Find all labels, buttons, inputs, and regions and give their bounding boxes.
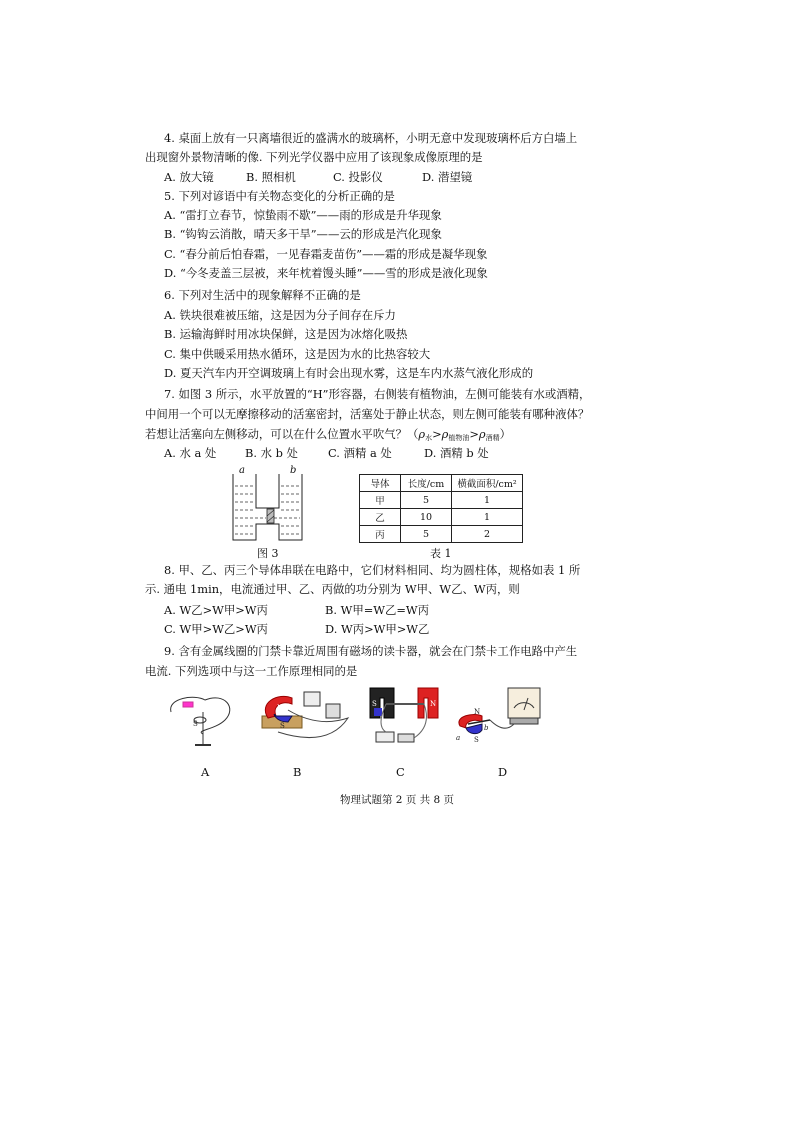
q4-stem-line2: 出现窗外景物清晰的像. 下列光学仪器中应用了该现象成像原理的是 — [145, 150, 483, 164]
q5-stem: 5. 下列对谚语中有关物态变化的分析正确的是 — [164, 189, 395, 203]
q6-stem: 6. 下列对生活中的现象解释不正确的是 — [164, 288, 361, 302]
q9-figure-c — [366, 686, 446, 752]
table-row — [360, 492, 523, 509]
q5-option-a: A. “雷打立春节，惊蛰雨不歇”——雨的形成是升华现象 — [164, 208, 442, 222]
svg-text:b: b — [484, 724, 489, 732]
q4-option-a: A. 放大镜 — [164, 170, 214, 184]
figure-label-b: b — [290, 465, 297, 476]
q7-option-b: B. 水 b 处 — [245, 446, 298, 460]
q8-option-c: C. W甲>W乙>W丙 — [164, 622, 268, 636]
table-cell: 丙 — [360, 526, 401, 543]
q7-stem-line1: 7. 如图 3 所示，水平放置的“H”形容器，右侧装有植物油，左侧可能装有水或酒精， — [164, 387, 591, 401]
table-header: 横截面积/cm² — [452, 475, 523, 492]
svg-text:S: S — [280, 722, 285, 730]
q8-option-b: B. W甲=W乙=W丙 — [325, 603, 429, 617]
q5-option-d: D. “今冬麦盖三层被，来年枕着馒头睡”——雪的形成是液化现象 — [164, 266, 488, 280]
figure-3-caption: 图 3 — [257, 547, 279, 560]
svg-text:N: N — [430, 700, 437, 708]
q9-stem-line1: 9. 含有金属线圈的门禁卡靠近周围有磁场的读卡器，就会在门禁卡工作电路中产生 — [164, 644, 578, 658]
table-cell: 1 — [452, 509, 523, 526]
svg-text:S: S — [372, 700, 377, 708]
table-header: 导体 — [360, 475, 401, 492]
q8-option-d: D. W丙>W甲>W乙 — [325, 622, 430, 636]
q5-option-b: B. “钩钩云消散，晴天多干旱”——云的形成是汽化现象 — [164, 227, 442, 241]
q9-label-a: A — [201, 765, 210, 779]
q6-option-a: A. 铁块很难被压缩，这是因为分子间存在斥力 — [164, 308, 396, 322]
table-cell: 10 — [401, 509, 452, 526]
table-cell: 5 — [401, 492, 452, 509]
q7-stem-line3: 若想让活塞向左侧移动，可以在什么位置水平吹气？（ρ水>ρ植物油>ρ酒精） — [145, 427, 511, 442]
figure-label-a: a — [239, 465, 245, 476]
svg-text:N: N — [277, 704, 284, 712]
q7-option-a: A. 水 a 处 — [164, 446, 217, 460]
q4-option-b: B. 照相机 — [246, 170, 296, 184]
q9-figure-d — [454, 686, 544, 748]
q6-option-b: B. 运输海鲜时用冰块保鲜，这是因为冰熔化吸热 — [164, 327, 408, 341]
svg-text:a: a — [456, 734, 461, 742]
q4-stem-line1: 4. 桌面上放有一只离墙很近的盛满水的玻璃杯，小明无意中发现玻璃杯后方白墙上 — [164, 131, 578, 145]
q8-stem-line1: 8. 甲、乙、丙三个导体串联在电路中，它们材料相同、均为圆柱体，规格如表 1 所 — [164, 563, 581, 577]
svg-text:N: N — [474, 708, 481, 716]
q9-figure-a — [165, 690, 240, 755]
q9-stem-line2: 电流. 下列选项中与这一工作原理相同的是 — [145, 664, 358, 678]
q9-label-d: D — [498, 765, 508, 779]
q4-option-c: C. 投影仪 — [333, 170, 383, 184]
h-container-figure — [226, 466, 310, 544]
table-cell: 2 — [452, 526, 523, 543]
q5-option-c: C. “春分前后怕春霜，一见春霜麦苗伤”——霜的形成是凝华现象 — [164, 247, 488, 261]
table-cell: 1 — [452, 492, 523, 509]
q8-option-a: A. W乙>W甲>W丙 — [164, 603, 268, 617]
table-cell: 甲 — [360, 492, 401, 509]
q4-option-d: D. 潜望镜 — [422, 170, 473, 184]
table-1 — [359, 474, 523, 543]
q9-label-b: B — [293, 765, 302, 779]
table-cell: 5 — [401, 526, 452, 543]
q6-option-c: C. 集中供暖采用热水循环，这是因为水的比热容较大 — [164, 347, 431, 361]
q7-option-c: C. 酒精 a 处 — [328, 446, 392, 460]
table-1-caption: 表 1 — [430, 547, 452, 560]
q9-figure-b — [258, 688, 353, 748]
q8-stem-line2: 示. 通电 1min，电流通过甲、乙、丙做的功分别为 W甲、W乙、W丙，则 — [145, 582, 520, 596]
page-footer: 物理试题第 2 页 共 8 页 — [339, 794, 455, 806]
svg-text:S: S — [193, 720, 198, 728]
table-header: 长度/cm — [401, 475, 452, 492]
table-row — [360, 526, 523, 543]
q7-stem-line2: 中间用一个可以无摩擦移动的活塞密封，活塞处于静止状态，则左侧可能装有哪种液体？ — [145, 407, 590, 421]
q6-option-d: D. 夏天汽车内开空调玻璃上有时会出现水雾，这是车内水蒸气液化形成的 — [164, 366, 534, 380]
table-cell: 乙 — [360, 509, 401, 526]
q7-option-d: D. 酒精 b 处 — [424, 446, 489, 460]
q9-label-c: C — [396, 765, 405, 779]
table-row — [360, 509, 523, 526]
svg-text:S: S — [474, 736, 479, 744]
